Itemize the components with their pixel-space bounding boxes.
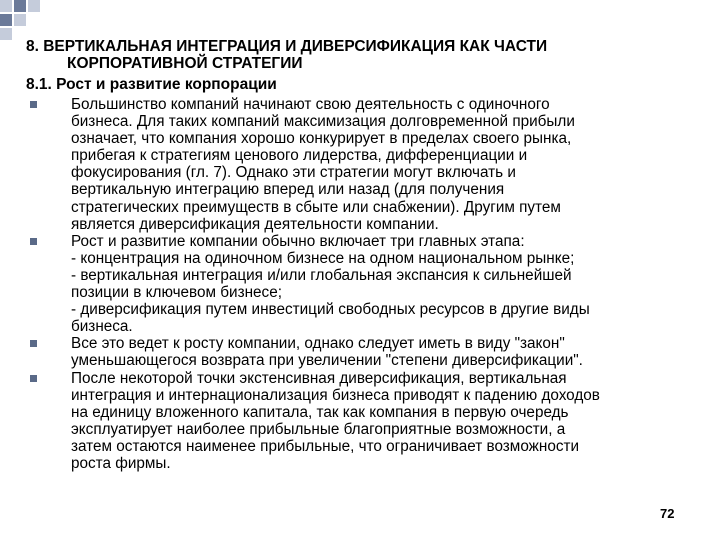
bullet-line: стратегических преимуществ в сбыте или снабжении). Другим путем <box>71 198 561 216</box>
slide-title <box>26 38 686 72</box>
bullet-line: бизнеса. <box>71 318 133 336</box>
square-bullet-icon <box>30 238 37 245</box>
bullet-line: - диверсификация путем инвестиций свободных ресурсов в другие виды <box>71 301 590 319</box>
section-subtitle: 8.1. Рост и развитие корпорации <box>26 76 277 93</box>
bullet-line: позиции в ключевом бизнесе; <box>71 284 282 302</box>
bullet-line: Большинство компаний начинают свою деятельность с одиночного <box>71 96 550 113</box>
bullet-item <box>26 96 696 233</box>
square-bullet-icon <box>30 375 37 382</box>
bullet-list <box>26 96 696 472</box>
title-line-1: 8. ВЕРТИКАЛЬНАЯ ИНТЕГРАЦИЯ И ДИВЕРСИФИКАЦИЯ КАК ЧАСТИ <box>26 38 548 55</box>
bullet-line: фокусирования (гл. 7). Однако эти стратегии могут включать и <box>71 164 516 182</box>
bullet-line: вертикальную интеграцию вперед или назад (для получения <box>71 181 505 199</box>
title-line-2: КОРПОРАТИВНОЙ СТРАТЕГИИ <box>67 55 303 72</box>
bullet-line: означает, что компания хорошо конкурирует в пределах своего рынка, <box>71 130 572 148</box>
bullet-line: роста фирмы. <box>71 454 171 472</box>
bullet-line: является диверсификация деятельности компании. <box>71 215 439 233</box>
bullet-line: Все это ведет к росту компании, однако следует иметь в виду "закон" <box>71 335 565 353</box>
bullet-line: на единицу вложенного капитала, так как компания в первую очередь <box>71 403 569 421</box>
bullet-line: - концентрация на одиночном бизнесе на одном национальном рынке; <box>71 249 575 267</box>
bullet-line: Рост и развитие компании обычно включает три главных этапа: <box>71 232 525 250</box>
page-number: 72 <box>660 506 675 521</box>
bullet-item <box>26 335 696 369</box>
square-bullet-icon <box>30 340 37 347</box>
bullet-item <box>26 370 696 473</box>
bullet-line: - вертикальная интеграция и/или глобальная экспансия к сильнейшей <box>71 266 572 284</box>
bullet-line: прибегая к стратегиям ценового лидерства, дифференциации и <box>71 147 528 165</box>
bullet-line: затем остаются наименее прибыльные, что ограничивает возможности <box>71 437 580 455</box>
bullet-line: бизнеса. Для таких компаний максимизация долговременной прибыли <box>71 113 575 131</box>
bullet-line: уменьшающегося возврата при увеличении "степени диверсификации". <box>71 352 583 370</box>
bullet-line: эксплуатирует наиболее прибыльные благоприятные возможности, а <box>71 420 566 438</box>
bullet-line: интеграция и интернационализация бизнеса приводят к падению доходов <box>71 386 600 404</box>
bullet-item <box>26 233 696 336</box>
bullet-line: После некоторой точки экстенсивная диверсификация, вертикальная <box>71 369 567 387</box>
square-bullet-icon <box>30 101 37 108</box>
